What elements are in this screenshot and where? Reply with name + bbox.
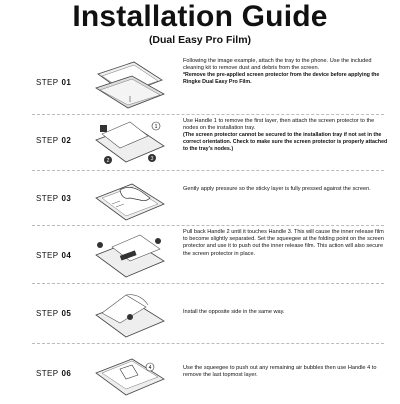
opposite-side-icon bbox=[90, 287, 168, 341]
step-note: *Remove the pre-applied screen protector from the device before applying the Ringke Dual Easy Pro Film. bbox=[183, 72, 380, 86]
step-06-illustration bbox=[90, 347, 168, 404]
step-text: Use the squeegee to push out any remaining air bubbles then use Handle 4 to remove the last topmost layer. bbox=[183, 365, 377, 379]
step-text: Gently apply pressure so the sticky layer is fully pressed against the screen. bbox=[183, 186, 371, 192]
step-02-illustration bbox=[90, 116, 168, 175]
step-03-description bbox=[183, 186, 388, 193]
divider bbox=[32, 170, 384, 171]
step-04-description bbox=[183, 229, 388, 258]
step-label: STEP 04 bbox=[36, 251, 72, 260]
step-05-illustration bbox=[90, 287, 168, 346]
divider bbox=[32, 283, 384, 284]
step-label: STEP 01 bbox=[36, 78, 72, 87]
step-label: STEP 06 bbox=[36, 369, 72, 378]
handle-number: 2 bbox=[106, 158, 110, 164]
step-label: STEP 03 bbox=[36, 194, 72, 203]
step-note: (The screen protector cannot be secured to the installation tray if not set in the correct orientation. Check to make sure the screen protector is properly attached to the tray's nodes.) bbox=[183, 132, 388, 152]
step-label: STEP 02 bbox=[36, 136, 72, 145]
step-text: Following the image example, attach the tray to the phone. Use the included cleaning kit to remove dust and debris from the screen. bbox=[183, 58, 372, 72]
step-02-description bbox=[183, 118, 388, 153]
step-04-illustration bbox=[90, 229, 168, 286]
divider bbox=[32, 225, 384, 226]
step-06-description bbox=[183, 365, 388, 379]
step-text: Use Handle 1 to remove the first layer, then attach the screen protector to the nodes on the installation tray. bbox=[183, 118, 375, 132]
handle-number: 1 bbox=[154, 124, 158, 130]
divider bbox=[32, 114, 384, 115]
press-hand-icon bbox=[90, 176, 168, 224]
handle-number: 3 bbox=[150, 156, 154, 162]
page-subtitle: (Dual Easy Pro Film) bbox=[148, 34, 252, 46]
handle-number: 4 bbox=[148, 365, 152, 371]
handle-peel-icon bbox=[90, 116, 168, 170]
squeegee-icon bbox=[90, 229, 168, 281]
step-05-description bbox=[183, 309, 388, 316]
tray-phone-icon bbox=[90, 54, 168, 114]
step-text: Pull back Handle 2 until it touches Handle 3. This will cause the inner release film to become slightly separated. Set the squeegee at the folding point on the screen protector and use it to push out the inner release film. This action will also secure the screen protector in place. bbox=[183, 229, 384, 257]
step-text: Install the opposite side in the same way. bbox=[183, 309, 285, 315]
remove-layer-icon bbox=[90, 347, 168, 399]
step-label: STEP 05 bbox=[36, 309, 72, 318]
step-01-description bbox=[183, 58, 388, 86]
step-03-illustration bbox=[90, 176, 168, 229]
page-title: Installation Guide bbox=[72, 0, 328, 33]
divider bbox=[32, 343, 384, 344]
step-01-illustration bbox=[90, 54, 168, 119]
